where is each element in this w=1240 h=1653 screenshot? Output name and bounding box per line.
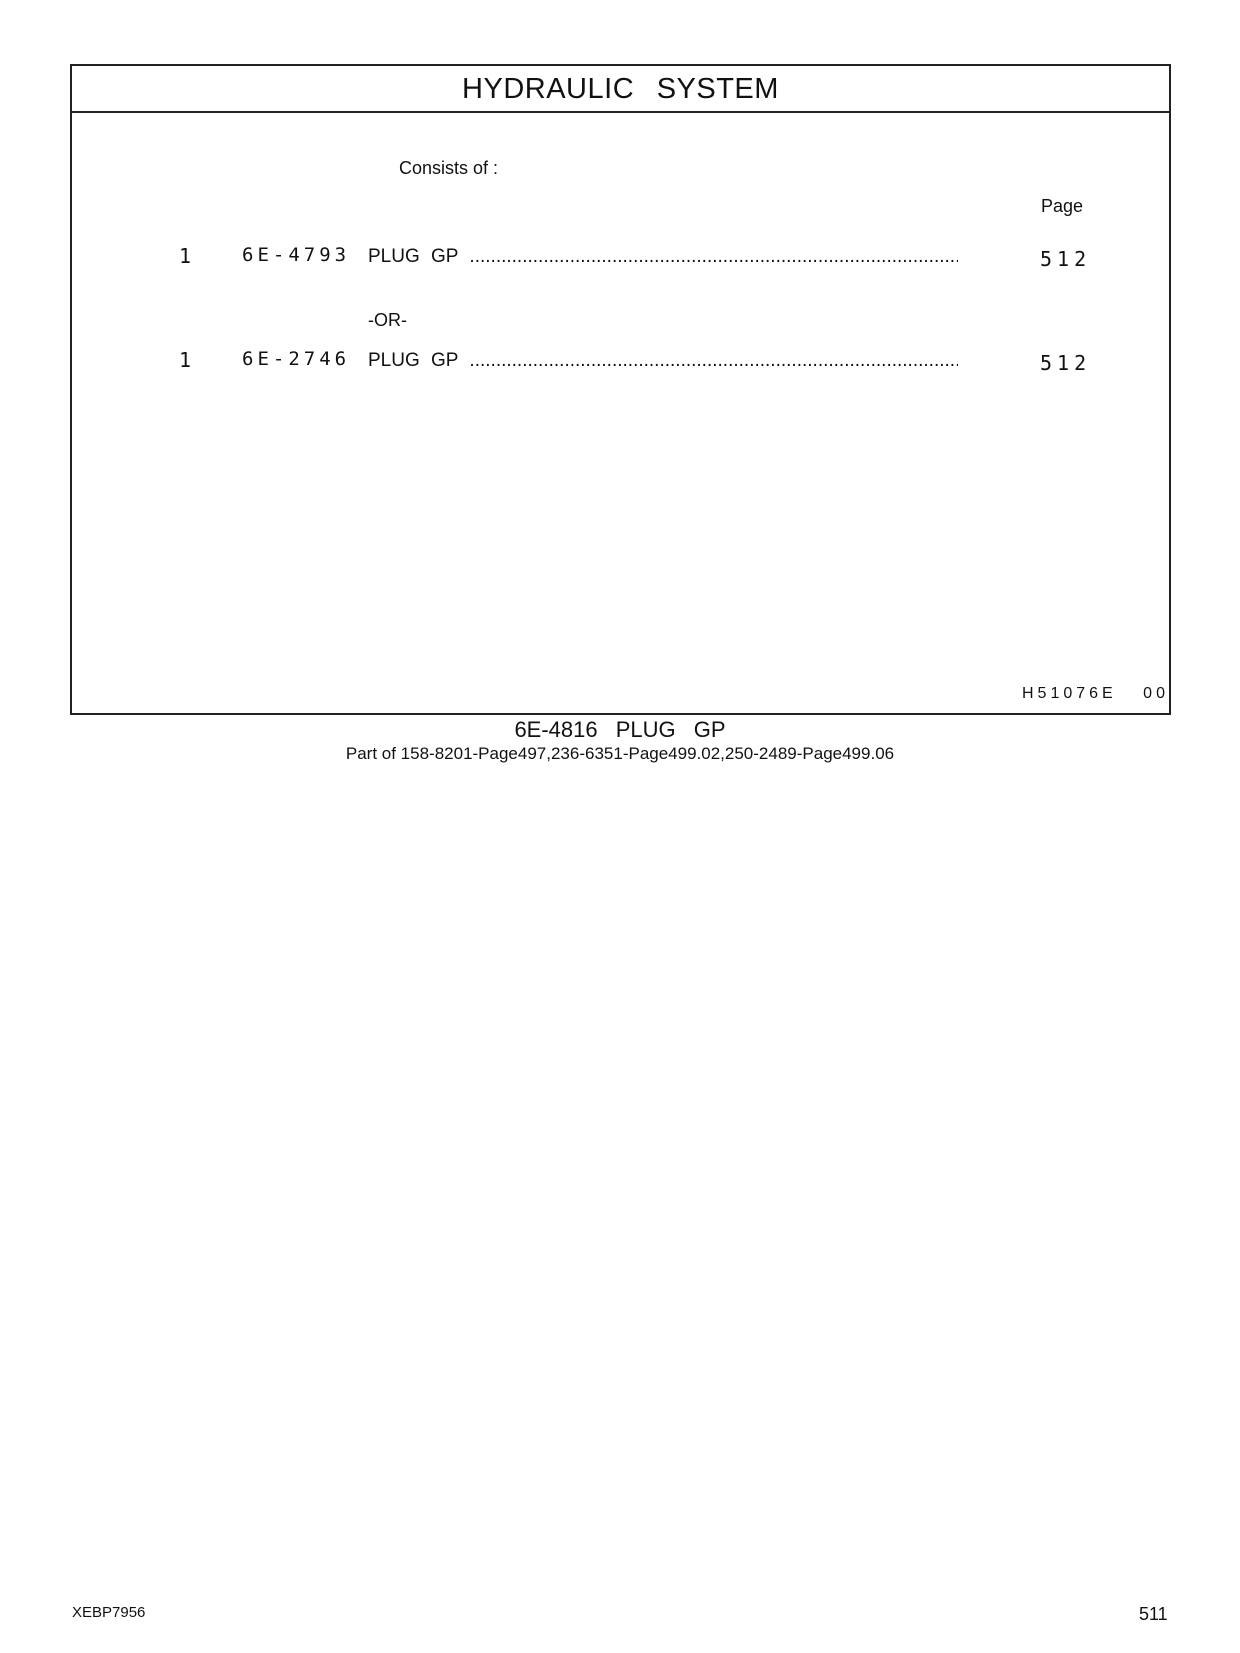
parts-frame [70, 64, 1171, 715]
row-part-number[interactable]: 6E-2746 [242, 348, 351, 370]
row-part-number[interactable]: 6E-4793 [242, 244, 351, 266]
page-column-header: Page [1041, 196, 1084, 216]
reference-code: H51076E 00 [1022, 685, 1169, 702]
part-of-line: Part of 158-8201-Page497,236-6351-Page499.02,250-2489-Page499.06 [345, 744, 895, 763]
consists-of-label: Consists of : [399, 158, 499, 178]
section-title: HYDRAULIC SYSTEM [72, 66, 1169, 113]
parts-row [72, 244, 1169, 274]
document-id: XEBP7956 [72, 1604, 146, 1621]
row-description: PLUG GP ..... [368, 350, 958, 372]
parts-row [72, 348, 1169, 378]
row-page-ref[interactable]: 512 [1040, 351, 1092, 375]
row-page-ref[interactable]: 512 [1040, 247, 1092, 271]
row-quantity: 1 [179, 348, 192, 372]
alternate-or-label: -OR- [368, 310, 407, 330]
group-title: 6E-4816 PLUG GP [514, 717, 726, 742]
row-description: PLUG GP ..... [368, 246, 958, 268]
row-quantity: 1 [179, 244, 192, 268]
page-number: 511 [1139, 1604, 1168, 1624]
